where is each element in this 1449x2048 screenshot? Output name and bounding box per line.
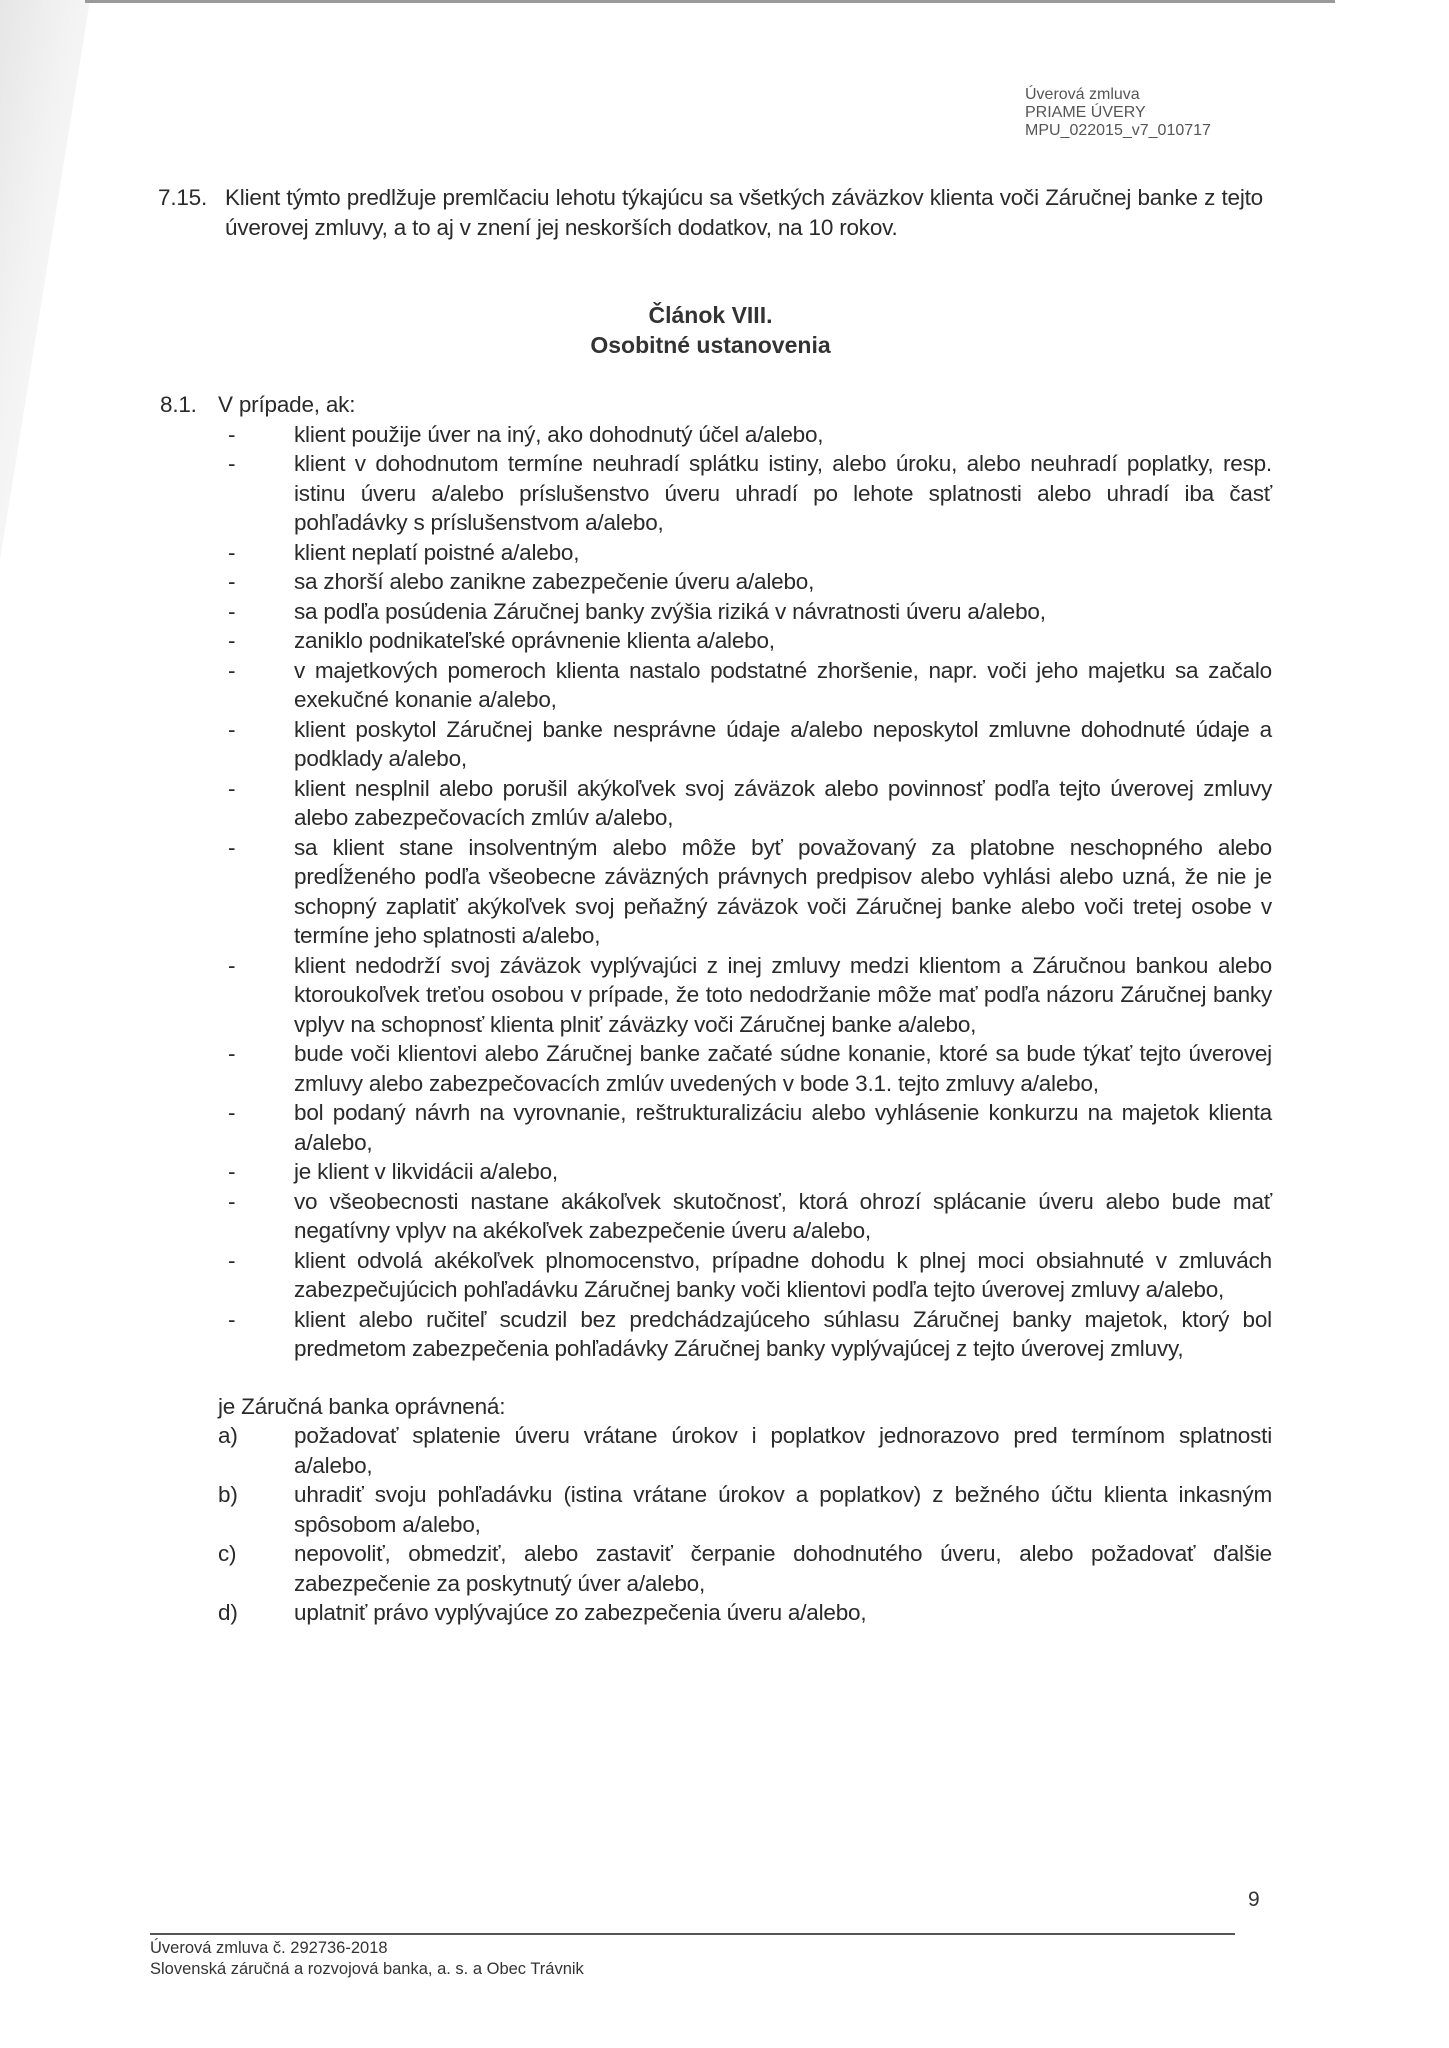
section-intro: V prípade, ak: [218,392,356,417]
dash-bullet: - [228,539,236,565]
dash-bullet: - [228,1041,236,1066]
condition-text: klient nesplnil alebo porušil akýkoľvek svoj záväzok alebo povinnosť podľa tejto úverovej zmluvy alebo zabezpečovacích zmlúv a/alebo, [294,775,1272,830]
header-template-code: MPU_022015_v7_010717 [1025,122,1211,139]
condition-item [160,449,1272,538]
scanned-page-edge-shadow [0,0,90,560]
document-header [1025,86,1211,140]
condition-item [160,597,1272,627]
condition-text: klient alebo ručiteľ scudzil bez predchádzajúceho súhlasu Záručnej banky majetok, ktorý bol predmetom zabezpečenia pohľadávky Záručnej banky vyplývajúcej z tejto úverovej zmluvy, [294,1306,1272,1361]
section-7-15 [158,183,1263,242]
condition-item [160,626,1272,656]
footer-contract-number: Úverová zmluva č. 292736-2018 [150,1939,388,1957]
condition-text: je klient v likvidácii a/alebo, [294,1159,558,1184]
section-number: 8.1. [160,392,197,417]
right-text: uhradiť svoju pohľadávku (istina vrátane úrokov a poplatkov) z bežného účtu klienta inkasným spôsobom a/alebo, [294,1482,1272,1537]
right-item [160,1539,1272,1598]
footer-parties: Slovenská záručná a rozvojová banka, a. s. a Obec Trávnik [150,1960,584,1978]
condition-item [160,1187,1272,1246]
condition-text: sa podľa posúdenia Záručnej banky zvýšia riziká v návratnosti úveru a/alebo, [294,598,1046,624]
right-label: c) [218,1541,237,1566]
dash-bullet: - [228,657,236,683]
right-item [160,1421,1272,1480]
conditions-list [160,420,1272,1364]
section-number: 7.15. [158,185,208,210]
condition-item [160,715,1272,774]
condition-item [160,656,1272,715]
condition-item [160,567,1272,597]
right-text: nepovoliť, obmedziť, alebo zastaviť čerpanie dohodnutého úveru, alebo požadovať ďalšie zabezpečenie za poskytnutý úver a/alebo, [294,1541,1272,1596]
condition-item [160,833,1272,951]
condition-item [160,1098,1272,1157]
dash-bullet: - [228,1247,236,1273]
condition-text: klient poskytol Záručnej banke nesprávne údaje a/alebo neposkytol zmluvne dohodnuté údaje a podklady a/alebo, [294,716,1272,771]
condition-text: klient nedodrží svoj záväzok vyplývajúci z inej zmluvy medzi klientom a Záručnou bankou alebo ktoroukoľvek treťou osobou v prípade, že toto nedodržanie môže mať podľa názoru Záručnej banky vplyv na schopnosť klienta plniť záväzky voči Záručnej banke a/alebo, [294,952,1272,1037]
dash-bullet: - [228,952,236,978]
dash-bullet: - [228,421,236,447]
document-footer [150,1938,584,1980]
right-item [160,1480,1272,1539]
condition-text: klient použije úver na iný, ako dohodnutý účel a/alebo, [294,421,824,447]
condition-text: klient odvolá akékoľvek plnomocenstvo, prípadne dohodu k plnej moci obsiahnuté v zmluvách zabezpečujúcich pohľadávku Záručnej banky voči klientovi podľa tejto úverovej zmluvy a/alebo, [294,1247,1272,1302]
page-number: 9 [1248,1888,1260,1911]
right-text: požadovať splatenie úveru vrátane úrokov i poplatkov jednorazovo pred termínom splatnosti a/alebo, [294,1423,1272,1478]
header-doc-type: Úverová zmluva [1025,86,1140,103]
dash-bullet: - [228,569,236,594]
condition-item [160,951,1272,1040]
condition-text: bol podaný návrh na vyrovnanie, reštrukturalizáciu alebo vyhlásenie konkurzu na majetok klienta a/alebo, [294,1100,1272,1155]
dash-bullet: - [228,451,236,476]
dash-bullet: - [228,1159,236,1184]
condition-text: sa klient stane insolventným alebo môže byť považovaný za platobne neschopného alebo predĺženého podľa všeobecne záväzných právnych predpisov alebo vyhlási alebo uzná, že nie je schopný zaplatiť akýkoľvek svoj peňažný záväzok voči Záručnej banke alebo voči tretej osobe v termíne jeho splatnosti a/alebo, [294,834,1272,948]
dash-bullet: - [228,716,236,742]
header-product: PRIAME ÚVERY [1025,104,1146,121]
right-text: uplatniť právo vyplývajúce zo zabezpečenia úveru a/alebo, [294,1600,867,1625]
article-subtitle: Osobitné ustanovenia [590,332,831,358]
condition-item [160,1157,1272,1187]
dash-bullet: - [228,598,236,624]
condition-text: klient neplatí poistné a/alebo, [294,539,580,565]
condition-text: klient v dohodnutom termíne neuhradí splátku istiny, alebo úroku, alebo neuhradí poplatky, resp. istinu úveru a/alebo príslušenstvo úveru uhradí po lehote splatnosti alebo uhradí iba časť pohľadávky s príslušenstvom a/alebo, [294,451,1272,535]
article-heading [158,300,1263,360]
section-text: Klient týmto predlžuje premlčaciu lehotu týkajúcu sa všetkých záväzkov klienta voči Záručnej banke z tejto úverovej zmluvy, a to aj v znení jej neskorších dodatkov, na 10 rokov. [225,185,1263,240]
dash-bullet: - [228,628,236,653]
right-label: a) [218,1423,238,1448]
condition-item [160,420,1272,450]
section-8-1 [160,390,1272,1628]
dash-bullet: - [228,1100,236,1125]
condition-text: v majetkových pomeroch klienta nastalo podstatné zhoršenie, napr. voči jeho majetku sa začalo exekučné konanie a/alebo, [294,657,1272,712]
condition-item [160,1305,1272,1364]
condition-item [160,538,1272,568]
dash-bullet: - [228,1188,236,1214]
right-label: d) [218,1600,238,1625]
condition-item [160,774,1272,833]
footer-divider [150,1933,1235,1935]
condition-text: bude voči klientovi alebo Záručnej banke začaté súdne konanie, ktoré sa bude týkať tejto úverovej zmluvy alebo zabezpečovacích zmlúv uvedených v bode 3.1. tejto zmluvy a/alebo, [294,1041,1272,1096]
condition-text: zaniklo podnikateľské oprávnenie klienta a/alebo, [294,628,775,653]
condition-item [160,1039,1272,1098]
dash-bullet: - [228,775,236,801]
dash-bullet: - [228,834,236,860]
condition-text: sa zhorší alebo zanikne zabezpečenie úveru a/alebo, [294,569,815,594]
right-item [160,1598,1272,1628]
scan-top-edge [85,0,1335,3]
condition-item [160,1246,1272,1305]
article-title: Článok VIII. [648,302,773,328]
right-label: b) [218,1482,238,1507]
rights-list [160,1421,1272,1628]
condition-text: vo všeobecnosti nastane akákoľvek skutočnosť, ktorá ohrozí splácanie úveru alebo bude mať negatívny vplyv na akékoľvek zabezpečenie úveru a/alebo, [294,1188,1272,1243]
bank-entitled-intro: je Záručná banka oprávnená: [218,1393,506,1419]
dash-bullet: - [228,1306,236,1332]
